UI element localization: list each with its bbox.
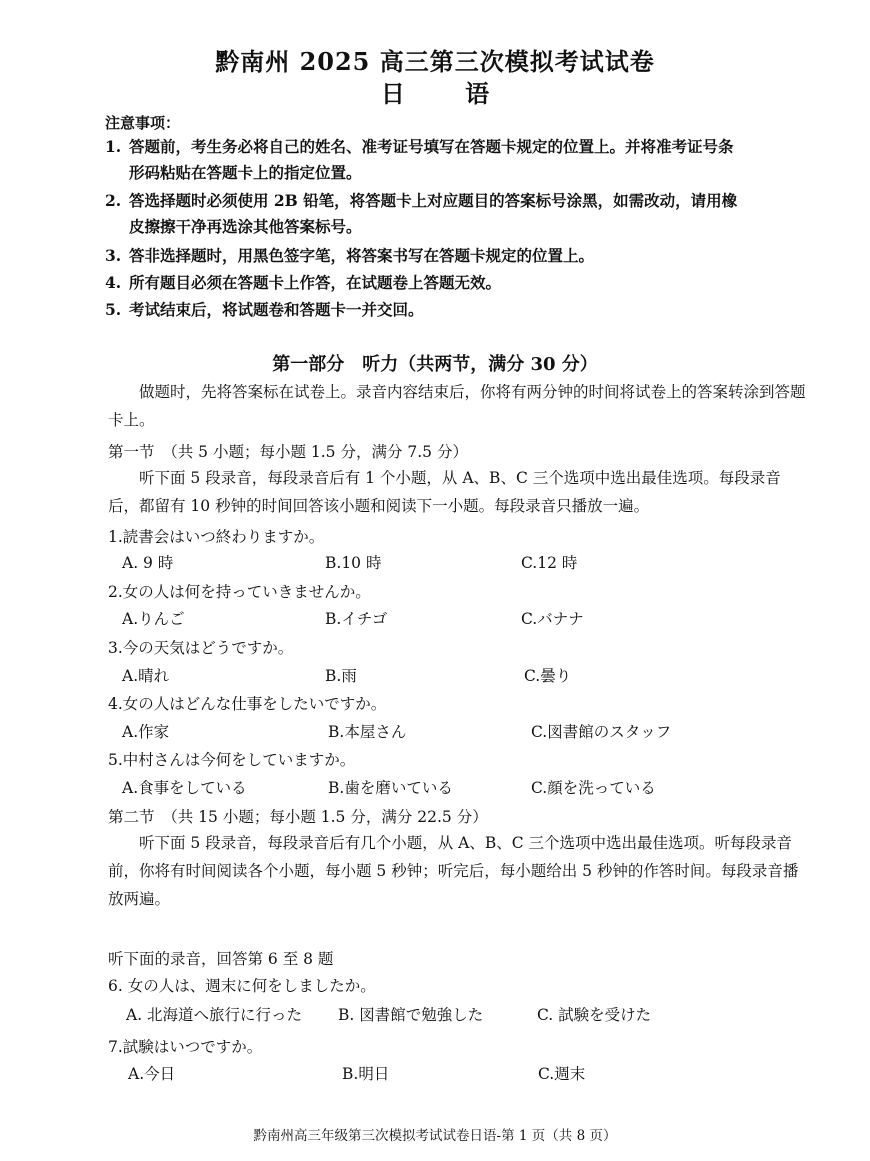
section2-instructions: 听下面 5 段录音，每段录音后有几个小题，从 A、B、C 三个选项中选出最佳选项。听每段录音前，你将有时间阅读各个小题，每小题 5 秒钟；听完后，每小题给出 5 秒钟的作答时间。每段录音播放两遍。 bbox=[108, 834, 799, 908]
question-5: 5.中村さんは今何をしていますか。 bbox=[108, 751, 356, 769]
notice-number: 5. bbox=[105, 300, 122, 319]
option-1b: B.10 時 bbox=[325, 554, 382, 572]
notice-item-3 bbox=[105, 243, 815, 269]
notice-text: 答选择题时必须使用 2B 铅笔，将答题卡上对应题目的答案标号涂黑，如需改动，请用橡 bbox=[129, 191, 738, 210]
option-1a: A. 9 時 bbox=[122, 554, 174, 572]
option-7a: A.今日 bbox=[128, 1065, 176, 1083]
option-5b: B.歯を磨いている bbox=[328, 779, 453, 797]
option-4a: A.作家 bbox=[122, 723, 170, 741]
notice-text: 答非选择题时，用黑色签字笔，将答案书写在答题卡规定的位置上。 bbox=[129, 246, 595, 265]
exam-subject: 日 语 bbox=[380, 79, 516, 108]
section2-heading: 第二节 （共 15 小题；每小题 1.5 分，满分 22.5 分） bbox=[108, 808, 488, 826]
notice-number: 1. bbox=[105, 137, 122, 156]
option-3a: A.晴れ bbox=[122, 667, 170, 685]
notice-number: 2. bbox=[105, 191, 122, 210]
notice-text: 所有题目必须在答题卡上作答，在试题卷上答题无效。 bbox=[129, 273, 502, 292]
page-footer: 黔南州高三年级第三次模拟考试试卷日语-第 1 页（共 8 页） bbox=[253, 1128, 617, 1144]
notice-text-continued: 形码粘贴在答题卡上的指定位置。 bbox=[129, 163, 362, 182]
question-2: 2.女の人は何を持っていきませんか。 bbox=[108, 583, 371, 601]
section1-instructions: 听下面 5 段录音，每段录音后有 1 个小题，从 A、B、C 三个选项中选出最佳选项。每段录音后，都留有 10 秒钟的时间回答该小题和阅读下一小题。每段录音只播放一遍。 bbox=[108, 469, 781, 515]
notice-text-continued: 皮擦擦干净再选涂其他答案标号。 bbox=[129, 217, 362, 236]
part1-intro: 做题时，先将答案标在试卷上。录音内容结束后，你将有两分钟的时间将试卷上的答案转涂到答题卡上。 bbox=[108, 383, 806, 429]
notice-item-1 bbox=[105, 134, 815, 186]
notices-heading: 注意事项： bbox=[105, 114, 181, 132]
question-1: 1.読書会はいつ終わりますか。 bbox=[108, 528, 325, 546]
part1-title: 第一部分 听力（共两节，满分 30 分） bbox=[272, 354, 598, 375]
notice-number: 3. bbox=[105, 246, 122, 265]
notice-item-4 bbox=[105, 270, 815, 296]
option-2a: A.りんご bbox=[122, 610, 185, 628]
notice-item-2 bbox=[105, 188, 815, 240]
notice-number: 4. bbox=[105, 273, 122, 292]
question-4: 4.女の人はどんな仕事をしたいですか。 bbox=[108, 695, 387, 713]
option-7c: C.週末 bbox=[538, 1065, 586, 1083]
exam-title: 黔南州 2025 高三第三次模拟考试试卷 bbox=[215, 47, 655, 76]
section1-heading: 第一节 （共 5 小题；每小题 1.5 分，满分 7.5 分） bbox=[108, 443, 468, 461]
option-2b: B.イチゴ bbox=[325, 610, 388, 628]
question-3: 3.今の天気はどうですか。 bbox=[108, 639, 294, 657]
notice-text: 考试结束后，将试题卷和答题卡一并交回。 bbox=[129, 300, 424, 319]
option-7b: B.明日 bbox=[342, 1065, 390, 1083]
group-prompt: 听下面的录音，回答第 6 至 8 题 bbox=[108, 950, 334, 968]
question-6: 6. 女の人は、週末に何をしましたか。 bbox=[108, 977, 376, 995]
option-2c: C.バナナ bbox=[521, 610, 584, 628]
notice-text: 答题前，考生务必将自己的姓名、准考证号填写在答题卡规定的位置上。并将准考证号条 bbox=[129, 137, 734, 156]
option-5c: C.顔を洗っている bbox=[531, 779, 656, 797]
option-4c: C.図書館のスタッフ bbox=[531, 723, 672, 741]
option-1c: C.12 時 bbox=[521, 554, 578, 572]
option-3c: C.曇り bbox=[524, 667, 572, 685]
question-7: 7.試験はいつですか。 bbox=[108, 1038, 263, 1056]
option-6c: C. 試験を受けた bbox=[537, 1006, 652, 1024]
option-4b: B.本屋さん bbox=[328, 723, 407, 741]
option-6a: A. 北海道へ旅行に行った bbox=[126, 1006, 303, 1024]
notice-item-5 bbox=[105, 297, 815, 323]
option-3b: B.雨 bbox=[325, 667, 357, 685]
option-6b: B. 図書館で勉強した bbox=[338, 1006, 484, 1024]
option-5a: A.食事をしている bbox=[122, 779, 247, 797]
